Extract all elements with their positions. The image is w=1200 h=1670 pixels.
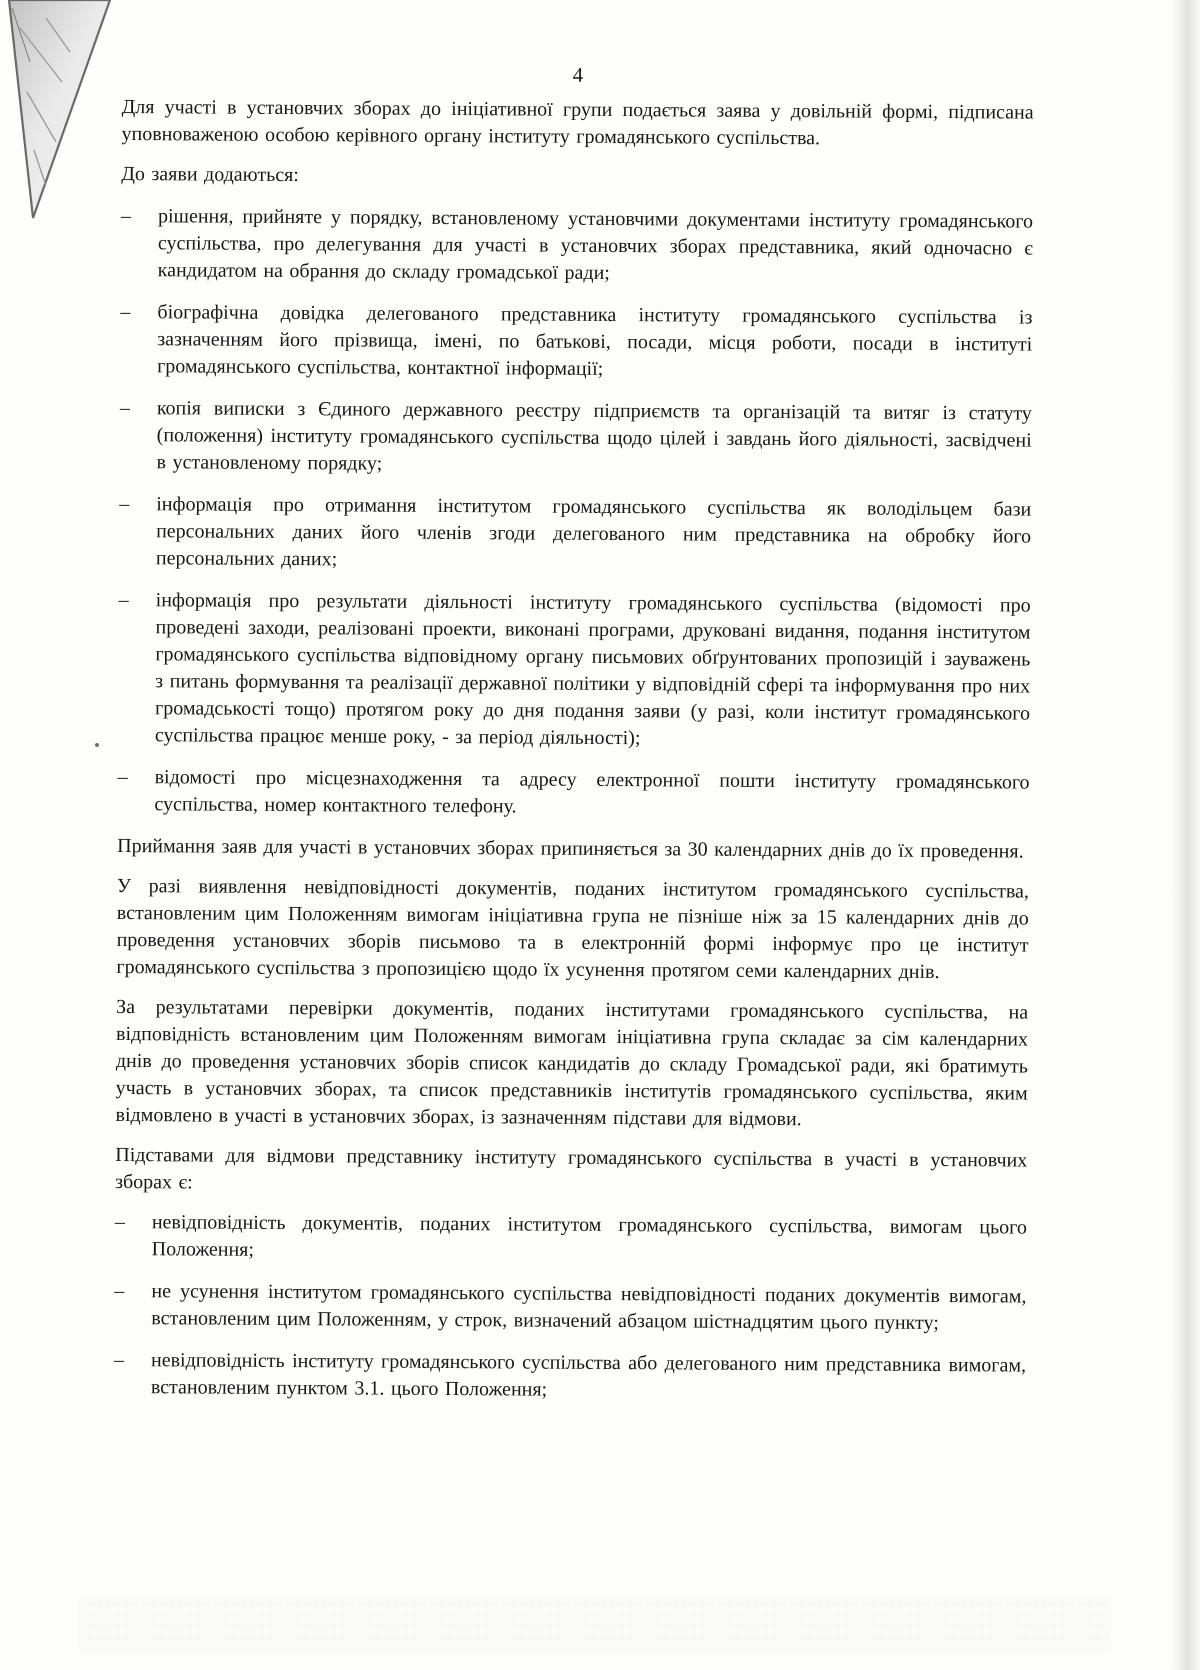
- list-item: [114, 1278, 1026, 1338]
- bullet-dash: –: [117, 765, 128, 789]
- page-fold-artifact: [0, 0, 130, 235]
- bullet-dash: –: [118, 588, 129, 612]
- page-number: 4: [572, 62, 584, 87]
- bleed-through-artifact: [80, 1598, 1110, 1650]
- list-item: [121, 203, 1033, 290]
- list-item-text: невідповідність інституту громадянського суспільства або делегованого ним представника вимогам, встановленим пунктом 3.1. цього Положення;: [150, 1349, 1027, 1401]
- verification-paragraph: За результатами перевірки документів, поданих інститутами громадянського суспільства, на відповідність встановленим цим Положенням вимогам ініціативна група складає за сім календарних днів до проведення установчих зборів список кандидатів до складу Громадської ради, які братимуть участь в установчих зборах, та список представників інститутів громадянського суспільства, яким відмовлено в участі в установчих зборах, із зазначенням підстави для відмови.: [115, 995, 1029, 1131]
- list-item-text: невідповідність документів, поданих інститутом громадянського суспільства, вимогам цього Положення;: [151, 1211, 1027, 1261]
- bullet-dash: –: [120, 300, 131, 324]
- bullet-dash: –: [119, 492, 130, 516]
- bullet-dash: –: [114, 1210, 125, 1234]
- intro-paragraph: Для участі в установчих зборах до ініціативної групи подається заява у довільній формі, підписана уповноваженою особою керівного органу інституту громадянського суспільства.: [121, 95, 1034, 150]
- list-item: [118, 587, 1031, 755]
- deadline-paragraph: Приймання заяв для участі в установчих зборах припиняється за 30 календарних днів до їх проведення.: [117, 834, 1024, 863]
- nonconformity-paragraph: У разі виявлення невідповідності документів, поданих інститутом громадянського суспільства, встановленим цим Положенням вимогам ініціативна група не пізніше ніж за 15 календарних днів до проведення установчих зборів письмово та в електронній формі інформує про це інститут громадянського суспільства з пропозицією щодо їх усунення протягом семи календарних днів.: [116, 874, 1029, 984]
- bullet-dash: –: [119, 396, 130, 420]
- refusal-lead: Підставами для відмови представнику інституту громадянського суспільства в участі в установчих зборах є:: [115, 1143, 1028, 1194]
- list-item-text: біографічна довідка делегованого представника інституту громадянського суспільства із зазначенням його прізвища, імені, по батькові, посади, місця роботи, посади в інституті громадянського суспільства, контактної інформації;: [157, 301, 1033, 380]
- list-item: [117, 764, 1029, 824]
- list-item: [119, 395, 1031, 482]
- attachments-lead: До заяви додаються:: [121, 162, 299, 187]
- list-item-text: відомості про місцезнаходження та адресу електронної пошти інституту громадянського суспільства, номер контактного телефону.: [154, 766, 1030, 818]
- document-content: [114, 58, 1034, 1422]
- bullet-dash: –: [113, 1348, 125, 1372]
- list-item-text: не усунення інститутом громадянського суспільства невідповідності поданих документів вимогам, встановленим цим Положенням, у строк, визначений абзацом шістнадцятим цього пункту;: [151, 1280, 1027, 1335]
- list-item-text: інформація про результати діяльності інституту громадянського суспільства (відомості про проведені заходи, реалізовані проекти, виконані програми, друковані видання, подання інститутом громадянського суспільства відповідному органу письмових обґрунтованих пропозицій і зауважень з питань формування та реалізації державної політики у відповідній сфері та інформування про них громадськості тощо) протягом року до дня подання заяви (у разі, коли інститут громадянського суспільства працює менше року, - за період діяльності);: [154, 589, 1031, 750]
- list-item: [114, 1347, 1026, 1407]
- bullet-dash: –: [120, 204, 132, 228]
- list-item: [115, 1209, 1027, 1269]
- list-item-text: рішення, прийняте у порядку, встановленому установчими документами інституту громадянського суспільства, про делегування для участі в установчих зборах представника, який одночасно є кандидатом на обрання до складу громадської ради;: [157, 205, 1034, 284]
- list-item-text: інформація про отримання інститутом громадянського суспільства як володільцем бази персональних даних його членів згоди делегованого ним представника на обробку його персональних даних;: [155, 493, 1032, 571]
- scan-edge-shadow: [1172, 0, 1200, 1670]
- list-item: [120, 299, 1032, 386]
- list-item-text: копія виписки з Єдиного державного реєстру підприємств та організацій та витяг із статуту (положення) інституту громадянського суспільства щодо цілей і завдань його діяльності, засвідчені в установленому порядку;: [156, 397, 1032, 475]
- scan-speck: [95, 743, 99, 747]
- list-item: [119, 491, 1031, 578]
- bullet-dash: –: [114, 1279, 125, 1303]
